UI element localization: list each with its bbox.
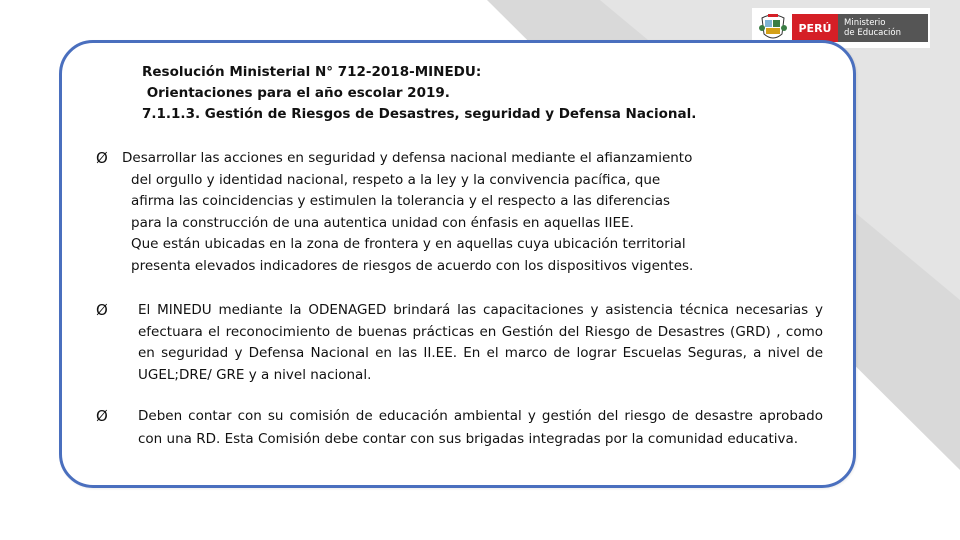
bullet-1-line: Desarrollar las acciones en seguridad y defensa nacional mediante el afianzamiento [122, 150, 693, 166]
bullet-1-line: presenta elevados indicadores de riesgos de acuerdo con los dispositivos vigentes. [131, 257, 694, 274]
bullet-1-line: del orgullo y identidad nacional, respeto a la ley y la convivencia pacífica, que [131, 171, 661, 188]
ministry-line-1: Ministerio [844, 18, 886, 28]
title-line-3: 7.1.1.3. Gestión de Riesgos de Desastres, seguridad y Defensa Nacional. [142, 106, 697, 122]
document-title [142, 62, 696, 125]
title-line-2: Orientaciones para el año escolar 2019. [142, 85, 450, 101]
ministry-label [838, 14, 928, 42]
arrow-bullet-icon: Ø [96, 301, 108, 319]
ministry-line-2: de Educación [844, 28, 901, 38]
bullet-1-line: Que están ubicadas en la zona de frontera y en aquellas cuya ubicación territorial [131, 236, 686, 252]
bullet-2-text: El MINEDU mediante la ODENAGED brindará las capacitaciones y asistencia técnica necesarias y efectuara el reconocimiento de buenas prácticas en Gestión del Riesgo de Desastres (GRD) , como en seguridad y Defensa Nacional en las II.EE. En el marco de lograr Escuelas Seguras, a nivel de UGEL;DRE/ GRE y a nivel nacional. [138, 302, 823, 383]
title-line-1: Resolución Ministerial N° 712-2018-MINEDU: [142, 64, 482, 80]
bullet-1-line: para la construcción de una autentica unidad con énfasis en aquellas IIEE. [131, 214, 634, 231]
arrow-bullet-icon: Ø [96, 407, 108, 425]
arrow-bullet-icon: Ø [96, 149, 108, 167]
bullet-1-line: afirma las coincidencias y estimulen la tolerancia y el respecto a las diferencias [131, 193, 671, 209]
peru-label: PERÚ [792, 14, 838, 42]
bullet-3-text: Deben contar con su comisión de educación ambiental y gestión del riesgo de desastre aprobado con una RD. Esta Comisión debe contar con sus brigadas integradas por la comunidad educativa. [138, 408, 823, 447]
bullet-1-text [122, 148, 762, 277]
